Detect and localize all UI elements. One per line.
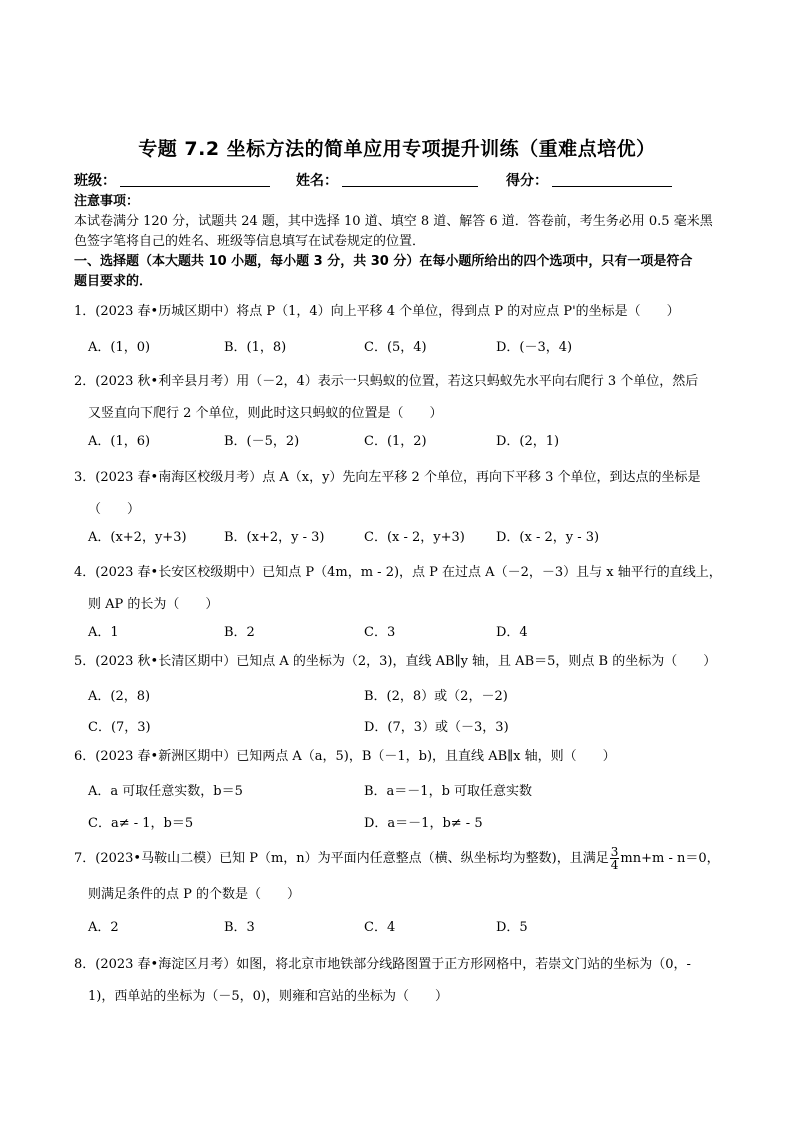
question-7-options [88, 916, 728, 936]
option-b[interactable]: B．3 [224, 920, 255, 935]
question-4 [74, 557, 734, 621]
fraction-three-quarters [610, 846, 620, 871]
question-text-part: 7．(2023•马鞍山二模）已知 P（m，n）为平面内任意整点（横、纵坐标均为整数)，且满足 [74, 851, 609, 866]
option-b[interactable]: B．2 [224, 625, 255, 640]
option-c[interactable]: C．(7，3) [88, 720, 151, 735]
question-text-part: mn+m - n＝0， [620, 851, 720, 866]
option-d[interactable]: D．4 [496, 625, 528, 640]
question-text-cont: 1)，西单站的坐标为（－5，0)，则雍和宫站的坐标为（ ） [88, 989, 448, 1004]
option-c[interactable]: C．3 [364, 625, 396, 640]
option-d[interactable]: D．(－3，4) [496, 340, 573, 355]
option-c[interactable]: C．(5，4) [364, 340, 427, 355]
question-6 [74, 747, 734, 767]
question-text: 5．(2023 秋•长清区期中）已知点 A 的坐标为（2，3)，直线 AB∥y 轴，且 AB＝5，则点 B 的坐标为（ ） [74, 654, 717, 669]
class-field[interactable] [120, 186, 270, 187]
question-text [74, 846, 734, 871]
notes-heading: 注意事项： [74, 194, 140, 209]
notes-block [74, 192, 726, 292]
option-c[interactable]: C．(1，2) [364, 434, 427, 449]
question-8 [74, 949, 734, 1013]
option-d[interactable]: D．(x - 2，y - 3) [496, 530, 600, 545]
option-c[interactable]: C．(x - 2，y+3) [364, 530, 465, 545]
option-b[interactable]: B．(1，8) [224, 340, 287, 355]
question-5-options-row2 [88, 716, 728, 736]
name-field[interactable] [342, 186, 478, 187]
notes-line: 色签字笔将自己的姓名、班级等信息填写在试卷规定的位置． [74, 234, 426, 249]
question-text: 8．(2023 春•海淀区月考）如图，将北京市地铁部分线路图置于正方形网格中，若崇文门站的坐标为（0，- [74, 957, 691, 972]
option-c[interactable]: C．4 [364, 920, 396, 935]
option-a[interactable]: A．1 [88, 625, 119, 640]
question-text: 1．(2023 春•历城区期中）将点 P（1，4）向上平移 4 个单位，得到点 P 的对应点 P'的坐标是（ ） [74, 304, 680, 319]
question-6-options-row1 [88, 780, 728, 800]
section-heading: 一、选择题（本大题共 10 小题，每小题 3 分，共 30 分）在每小题所给出的四个选项中，只有一项是符合 [74, 254, 693, 269]
fraction-denominator: 4 [610, 858, 619, 872]
question-7 [74, 846, 734, 871]
option-a[interactable]: A．a 可取任意实数，b＝5 [88, 784, 243, 799]
question-text-cont: 则满足条件的点 P 的个数是（ ） [88, 887, 301, 902]
option-a[interactable]: A．2 [88, 920, 119, 935]
question-2 [74, 366, 734, 430]
question-5-options-row1 [88, 685, 728, 705]
notes-line: 本试卷满分 120 分，试题共 24 题，其中选择 10 道、填空 8 道、解答 6 道．答卷前，考生务必用 0.5 毫米黑 [74, 214, 713, 229]
page-title: 专题 7.2 坐标方法的简单应用专项提升训练（重难点培优） [138, 138, 656, 160]
student-info-line [74, 170, 714, 192]
class-label: 班级： [74, 173, 116, 189]
question-5 [74, 652, 734, 672]
option-a[interactable]: A．(1，6) [88, 434, 151, 449]
option-d[interactable]: D．(7，3）或（－3，3) [364, 720, 509, 735]
option-b[interactable]: B．a＝－1，b 可取任意实数 [364, 784, 533, 799]
name-label: 姓名： [296, 173, 338, 189]
question-4-options [88, 621, 728, 641]
question-text-cont: （ ） [88, 502, 141, 517]
question-1-options [88, 336, 728, 356]
question-1 [74, 302, 734, 322]
option-a[interactable]: A．(2，8) [88, 689, 151, 704]
question-text: 3．(2023 春•南海区校级月考）点 A（x，y）先向左平移 2 个单位，再向下平移 3 个单位，到达点的坐标是 [74, 470, 701, 485]
option-b[interactable]: B．(x+2，y - 3) [224, 530, 325, 545]
option-d[interactable]: D．a＝－1，b≠ - 5 [364, 816, 483, 831]
question-text-cont: 又竖直向下爬行 2 个单位，则此时这只蚂蚁的位置是（ ） [88, 406, 443, 421]
score-field[interactable] [552, 186, 672, 187]
question-3 [74, 462, 734, 526]
option-c[interactable]: C．a≠ - 1，b＝5 [88, 816, 194, 831]
question-2-options [88, 430, 728, 450]
option-b[interactable]: B．(－5，2) [224, 434, 300, 449]
option-b[interactable]: B．(2，8）或（2，－2) [364, 689, 508, 704]
question-text-cont: 则 AP 的长为（ ） [88, 597, 219, 612]
score-label: 得分： [506, 173, 548, 189]
option-d[interactable]: D．(2，1) [496, 434, 560, 449]
fraction-numerator: 3 [610, 845, 619, 859]
option-a[interactable]: A．(x+2，y+3) [88, 530, 187, 545]
question-text: 2．(2023 秋•利辛县月考）用（－2，4）表示一只蚂蚁的位置，若这只蚂蚁先水平向右爬行 3 个单位，然后 [74, 374, 699, 389]
question-7-cont [74, 885, 734, 905]
section-heading-cont: 题目要求的． [74, 274, 153, 289]
question-3-options [88, 526, 728, 546]
question-text: 4．(2023 春•长安区校级期中）已知点 P（4m，m - 2)，点 P 在过点 A（－2，－3）且与 x 轴平行的直线上， [74, 565, 722, 580]
question-text: 6．(2023 春•新洲区期中）已知两点 A（a，5)，B（－1，b)，且直线 AB∥x 轴，则（ ） [74, 749, 616, 764]
option-a[interactable]: A．(1，0) [88, 340, 151, 355]
option-d[interactable]: D．5 [496, 920, 528, 935]
question-6-options-row2 [88, 812, 728, 832]
